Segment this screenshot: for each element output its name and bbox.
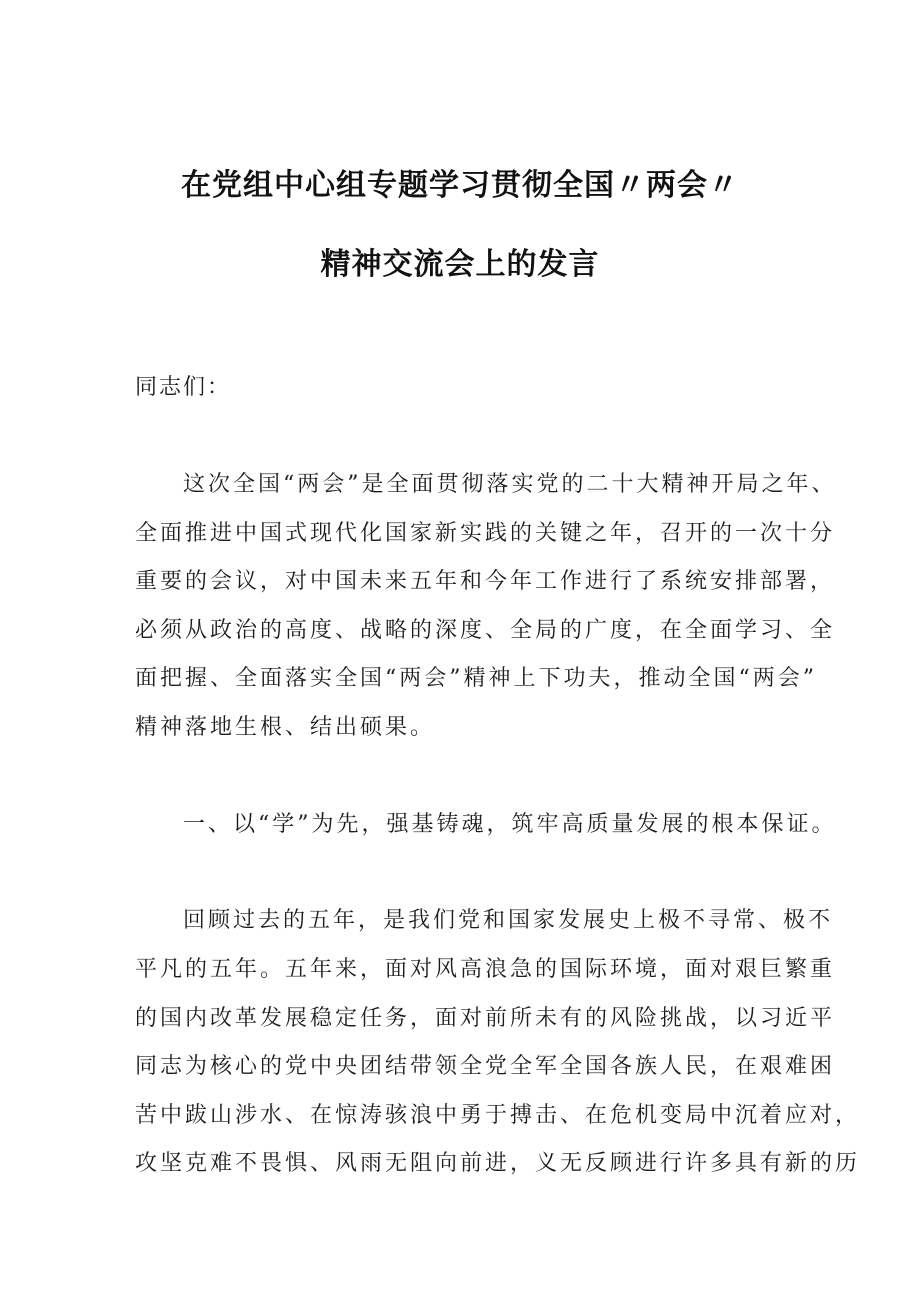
document-title-line-1: 在党组中心组专题学习贯彻全国〃两会〃 bbox=[181, 168, 739, 203]
paragraph-2-line-4: 同志为核心的党中央团结带领全党全军全国各族人民，在艰难困 bbox=[135, 1054, 836, 1079]
salutation: 同志们： bbox=[135, 375, 232, 400]
paragraph-2-line-5: 苦中跋山涉水、在惊涛骇浪中勇于搏击、在危机变局中沉着应对， bbox=[135, 1103, 861, 1128]
paragraph-1-line-6: 精神落地生根、结出硕果。 bbox=[135, 715, 436, 740]
paragraph-1-line-3: 重要的会议，对中国未来五年和今年工作进行了系统安排部署， bbox=[135, 569, 836, 594]
paragraph-1-line-2: 全面推进中国式现代化国家新实践的关键之年，召开的一次十分 bbox=[135, 521, 836, 546]
paragraph-1-line-5: 面把握、全面落实全国“两会”精神上下功夫，推动全国“两会” bbox=[135, 666, 817, 691]
paragraph-2-line-1: 回顾过去的五年，是我们党和国家发展史上极不寻常、极不 bbox=[183, 908, 834, 933]
paragraph-2-line-3: 的国内改革发展稳定任务，面对前所未有的风险挑战，以习近平 bbox=[135, 1006, 836, 1031]
paragraph-1-line-4: 必须从政治的高度、战略的深度、全局的广度，在全面学习、全 bbox=[135, 618, 836, 643]
paragraph-2-line-2: 平凡的五年。五年来，面对风高浪急的国际环境，面对艰巨繁重 bbox=[135, 957, 836, 982]
section-1-heading: 一、以“学”为先，强基铸魂，筑牢高质量发展的根本保证。 bbox=[183, 812, 837, 837]
document-title-line-2: 精神交流会上的发言 bbox=[320, 247, 600, 282]
paragraph-1-line-1: 这次全国“两会”是全面贯彻落实党的二十大精神开局之年、 bbox=[183, 472, 837, 497]
paragraph-2-line-6: 攻坚克难不畏惧、风雨无阻向前进，义无反顾进行许多具有新的历 bbox=[135, 1151, 861, 1176]
